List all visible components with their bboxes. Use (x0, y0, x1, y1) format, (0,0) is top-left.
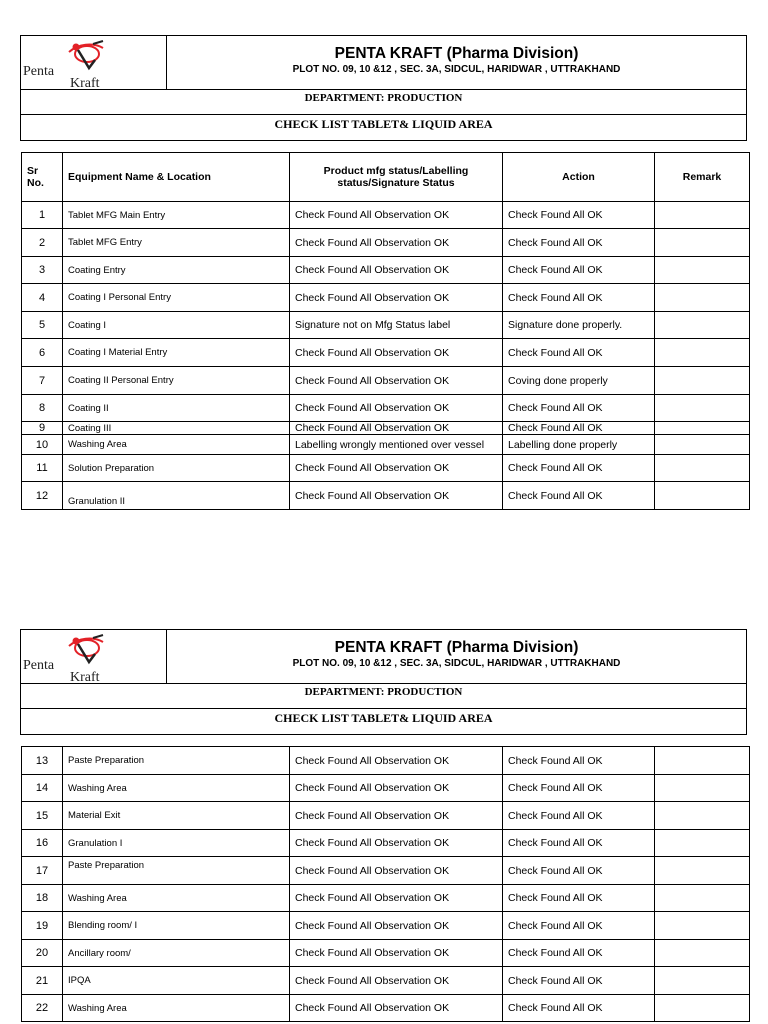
table-row (22, 747, 750, 775)
row-sr: 19 (22, 912, 63, 940)
row-status: Check Found All Observation OK (290, 257, 503, 284)
row-sr: 12 (22, 482, 63, 510)
svg-text:Penta: Penta (23, 658, 55, 673)
row-sr: 21 (22, 967, 63, 995)
row-equipment: Coating I Material Entry (63, 339, 290, 367)
row-sr: 8 (22, 395, 63, 422)
company-address: PLOT NO. 09, 10 &12 , SEC. 3A, SIDCUL, HARIDWAR , UTTRAKHAND (292, 658, 621, 669)
row-action: Check Found All OK (503, 885, 655, 912)
row-sr: 13 (22, 747, 63, 775)
table-row (22, 395, 750, 422)
row-remark (655, 940, 750, 967)
row-remark (655, 747, 750, 775)
row-sr: 17 (22, 857, 63, 885)
row-status: Check Found All Observation OK (290, 395, 503, 422)
row-sr: 5 (22, 312, 63, 339)
row-action: Check Found All OK (503, 455, 655, 482)
table-row (22, 940, 750, 967)
svg-text:Penta: Penta (23, 64, 55, 79)
row-status: Check Found All Observation OK (290, 857, 503, 885)
department-label: DEPARTMENT: PRODUCTION (21, 684, 746, 709)
row-equipment: Paste Preparation (63, 857, 290, 885)
row-equipment: Solution Preparation (63, 455, 290, 482)
table-row (22, 339, 750, 367)
row-remark (655, 339, 750, 367)
row-status: Signature not on Mfg Status label (290, 312, 503, 339)
row-status: Check Found All Observation OK (290, 940, 503, 967)
checklist-table-page2 (21, 746, 750, 1022)
row-equipment: Blending room/ I (63, 912, 290, 940)
row-equipment: Coating I Personal Entry (63, 284, 290, 312)
row-remark (655, 455, 750, 482)
row-action: Check Found All OK (503, 395, 655, 422)
row-equipment: Coating II (63, 395, 290, 422)
row-action: Check Found All OK (503, 857, 655, 885)
row-sr: 16 (22, 830, 63, 857)
row-action: Check Found All OK (503, 912, 655, 940)
row-remark (655, 995, 750, 1022)
company-logo (21, 630, 167, 683)
row-remark (655, 284, 750, 312)
checklist-table-page1 (21, 152, 750, 510)
table-row (22, 229, 750, 257)
row-sr: 6 (22, 339, 63, 367)
row-remark (655, 395, 750, 422)
row-status: Check Found All Observation OK (290, 830, 503, 857)
row-action: Check Found All OK (503, 995, 655, 1022)
row-equipment: Washing Area (63, 995, 290, 1022)
table-row (22, 435, 750, 455)
row-status: Check Found All Observation OK (290, 482, 503, 510)
row-status: Check Found All Observation OK (290, 455, 503, 482)
row-action: Check Found All OK (503, 802, 655, 830)
table-row (22, 830, 750, 857)
row-remark (655, 435, 750, 455)
row-remark (655, 967, 750, 995)
row-remark (655, 775, 750, 802)
header-remark: Remark (655, 153, 750, 202)
row-sr: 15 (22, 802, 63, 830)
row-status: Check Found All Observation OK (290, 367, 503, 395)
row-sr: 4 (22, 284, 63, 312)
svg-text:Kraft: Kraft (70, 670, 100, 682)
row-status: Check Found All Observation OK (290, 339, 503, 367)
row-action: Labelling done properly (503, 435, 655, 455)
row-action: Check Found All OK (503, 482, 655, 510)
row-action: Signature done properly. (503, 312, 655, 339)
row-equipment: Tablet MFG Main Entry (63, 202, 290, 229)
row-status: Check Found All Observation OK (290, 202, 503, 229)
row-remark (655, 885, 750, 912)
row-sr: 2 (22, 229, 63, 257)
row-status: Check Found All Observation OK (290, 967, 503, 995)
row-equipment: Coating III (63, 422, 290, 435)
row-remark (655, 857, 750, 885)
row-action: Check Found All OK (503, 284, 655, 312)
row-sr: 10 (22, 435, 63, 455)
header-equipment: Equipment Name & Location (63, 153, 290, 202)
row-status: Check Found All Observation OK (290, 802, 503, 830)
row-remark (655, 202, 750, 229)
row-status: Check Found All Observation OK (290, 775, 503, 802)
row-sr: 3 (22, 257, 63, 284)
row-equipment: Washing Area (63, 775, 290, 802)
header-action: Action (503, 153, 655, 202)
company-logo (21, 36, 167, 89)
row-equipment: IPQA (63, 967, 290, 995)
row-sr: 18 (22, 885, 63, 912)
row-action: Check Found All OK (503, 257, 655, 284)
table-row (22, 284, 750, 312)
checklist-title: CHECK LIST TABLET& LIQUID AREA (274, 711, 493, 725)
row-status: Check Found All Observation OK (290, 995, 503, 1022)
row-sr: 20 (22, 940, 63, 967)
row-sr: 14 (22, 775, 63, 802)
row-status: Check Found All Observation OK (290, 284, 503, 312)
row-remark (655, 802, 750, 830)
row-sr: 7 (22, 367, 63, 395)
row-equipment: Coating I (63, 312, 290, 339)
row-status: Check Found All Observation OK (290, 422, 503, 435)
row-remark (655, 422, 750, 435)
table-row (22, 482, 750, 510)
department-label: DEPARTMENT: PRODUCTION (21, 90, 746, 115)
row-action: Check Found All OK (503, 747, 655, 775)
row-action: Check Found All OK (503, 775, 655, 802)
row-remark (655, 257, 750, 284)
table-row (22, 995, 750, 1022)
table-row (22, 455, 750, 482)
company-name: PENTA KRAFT (Pharma Division) (334, 45, 579, 62)
row-action: Check Found All OK (503, 339, 655, 367)
row-remark (655, 482, 750, 510)
row-remark (655, 229, 750, 257)
row-sr: 11 (22, 455, 63, 482)
table-row (22, 912, 750, 940)
row-status: Check Found All Observation OK (290, 885, 503, 912)
header-status: Product mfg status/Labelling status/Signature Status (290, 153, 503, 202)
row-status: Labelling wrongly mentioned over vessel (290, 435, 503, 455)
row-equipment: Tablet MFG Entry (63, 229, 290, 257)
row-action: Check Found All OK (503, 422, 655, 435)
row-sr: 22 (22, 995, 63, 1022)
row-status: Check Found All Observation OK (290, 229, 503, 257)
row-action: Check Found All OK (503, 229, 655, 257)
row-equipment: Washing Area (63, 435, 290, 455)
table-row (22, 857, 750, 885)
row-sr: 1 (22, 202, 63, 229)
row-equipment: Paste Preparation (63, 747, 290, 775)
row-remark (655, 312, 750, 339)
row-action: Check Found All OK (503, 830, 655, 857)
header-sr-no: Sr No. (22, 153, 63, 202)
row-action: Check Found All OK (503, 202, 655, 229)
page1-header (20, 35, 747, 141)
row-action: Coving done properly (503, 367, 655, 395)
row-sr: 9 (22, 422, 63, 435)
row-equipment: Washing Area (63, 885, 290, 912)
table-row (22, 312, 750, 339)
table-row (22, 775, 750, 802)
table-row (22, 422, 750, 435)
row-status: Check Found All Observation OK (290, 912, 503, 940)
row-remark (655, 830, 750, 857)
table-row (22, 885, 750, 912)
table-row (22, 967, 750, 995)
company-name: PENTA KRAFT (Pharma Division) (334, 639, 579, 656)
table-row (22, 802, 750, 830)
company-address: PLOT NO. 09, 10 &12 , SEC. 3A, SIDCUL, HARIDWAR , UTTRAKHAND (292, 64, 621, 75)
row-status: Check Found All Observation OK (290, 747, 503, 775)
row-remark (655, 912, 750, 940)
row-action: Check Found All OK (503, 967, 655, 995)
row-equipment: Coating II Personal Entry (63, 367, 290, 395)
row-equipment: Granulation I (63, 830, 290, 857)
row-equipment: Coating Entry (63, 257, 290, 284)
checklist-title: CHECK LIST TABLET& LIQUID AREA (274, 117, 493, 131)
row-remark (655, 367, 750, 395)
table-row (22, 257, 750, 284)
row-action: Check Found All OK (503, 940, 655, 967)
table-row (22, 202, 750, 229)
row-equipment: Material Exit (63, 802, 290, 830)
row-equipment: Ancillary room/ (63, 940, 290, 967)
page2-header (20, 629, 747, 735)
row-equipment: Granulation II (63, 482, 290, 510)
svg-text:Kraft: Kraft (70, 76, 100, 88)
table-row (22, 367, 750, 395)
